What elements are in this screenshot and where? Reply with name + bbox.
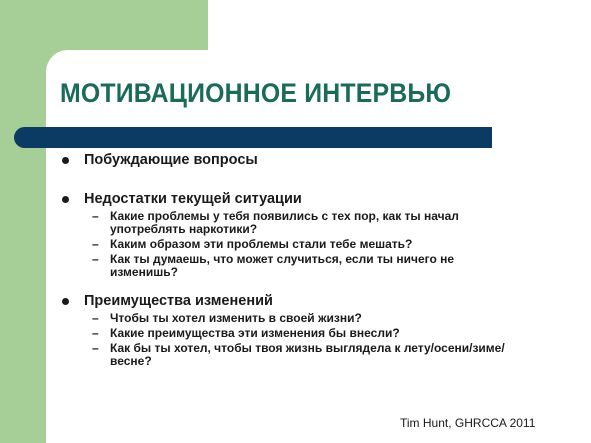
bullet-dot-icon	[62, 157, 69, 164]
bullet-text: Недостатки текущей ситуации	[84, 191, 302, 207]
sub-bullet-item	[84, 327, 520, 340]
bullet-content	[62, 150, 562, 370]
sub-bullet-item	[84, 342, 520, 368]
title-underline-bar	[14, 127, 492, 148]
bullet-text: Преимущества изменений	[84, 293, 273, 309]
sub-bullet-item	[84, 253, 520, 279]
dash-icon: –	[92, 341, 99, 355]
dash-icon: –	[92, 252, 99, 266]
sub-bullet-text: Чтобы ты хотел изменить в своей жизни?	[110, 311, 362, 325]
sub-bullet-text: Как бы ты хотел, чтобы твоя жизнь выглядела к лету/осени/зиме/весне?	[110, 341, 505, 368]
slide-title: МОТИВАЦИОННОЕ ИНТЕРВЬЮ	[60, 78, 452, 108]
bullet-item	[62, 191, 562, 279]
sub-bullet-item	[84, 210, 520, 236]
dash-icon: –	[92, 209, 99, 223]
bullet-item	[62, 152, 562, 169]
bullet-item	[62, 293, 562, 368]
bullet-text: Побуждающие вопросы	[84, 152, 258, 168]
sub-bullet-item	[84, 238, 520, 251]
footer-credit: Tim Hunt, GHRCCA 2011	[400, 416, 536, 430]
sub-bullet-text: Какие проблемы у тебя появились с тех пор, как ты начал употреблять наркотики?	[110, 209, 459, 236]
sub-bullet-item	[84, 312, 520, 325]
sub-bullet-list	[84, 210, 562, 279]
bullet-dot-icon	[62, 298, 69, 305]
bullet-dot-icon	[62, 196, 69, 203]
sub-bullet-text: Каким образом эти проблемы стали тебе мешать?	[110, 237, 413, 251]
dash-icon: –	[92, 311, 99, 325]
sub-bullet-text: Как ты думаешь, что может случиться, если ты ничего не изменишь?	[110, 252, 455, 279]
dash-icon: –	[92, 326, 99, 340]
sub-bullet-list	[84, 312, 562, 368]
sub-bullet-text: Какие преимущества эти изменения бы внесли?	[110, 326, 400, 340]
dash-icon: –	[92, 237, 99, 251]
